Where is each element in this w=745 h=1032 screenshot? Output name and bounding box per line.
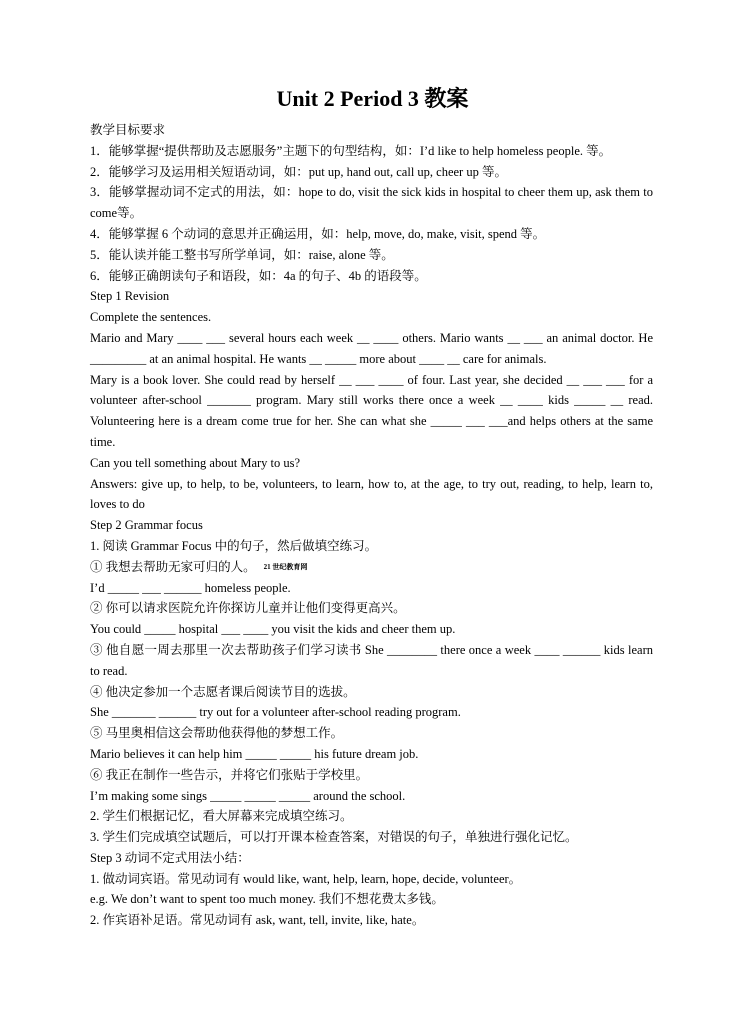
cloze-paragraph: Mary is a book lover. She could read by herself __ ___ ____ of four. Last year, she decided __ ___ ___ for a volunteer after-school _______ program. Mary still works there once a week __ ____ kids _____ __ read. Volunteering here is a dream come true for her. She can what she _____ ___ ___and helps others at the same time. xyxy=(90,372,653,449)
exercise-prompt: ④ 他决定参加一个志愿者课后阅读节目的选拔。 xyxy=(90,684,356,699)
instruction: 2. 学生们根据记忆，看大屏幕来完成填空练习。 xyxy=(90,809,353,824)
exercise-blank: She _______ ______ try out for a volunteer after-school reading program. xyxy=(90,705,461,720)
instruction: 1. 阅读 Grammar Focus 中的句子，然后做填空练习。 xyxy=(90,538,378,553)
objective-item: 5．能认读并能工整书写所学单词，如：raise, alone 等。 xyxy=(90,247,394,262)
question: Can you tell something about Mary to us? xyxy=(90,455,301,470)
objective-item: 6．能够正确朗读句子和语段，如：4a 的句子、4b 的语段等。 xyxy=(90,268,427,283)
grammar-rule: 2. 作宾语补足语。常见动词有 ask, want, tell, invite, like, hate。 xyxy=(90,913,425,928)
exercise-prompt: ② 你可以请求医院允许你探访儿童并让他们变得更高兴。 xyxy=(90,601,406,616)
objective-item: 4．能够掌握 6 个动词的意思并正确运用，如：help, move, do, make, visit, spend 等。 xyxy=(90,226,546,241)
page-title: Unit 2 Period 3 教案 xyxy=(276,86,469,111)
exercise-prompt xyxy=(90,557,653,578)
objective-item: 2．能够学习及运用相关短语动词，如：put up, hand out, call up, cheer up 等。 xyxy=(90,164,507,179)
objective-item: 3．能够掌握动词不定式的用法，如：hope to do, visit the sick kids in hospital to cheer them up, ask them to come等。 xyxy=(90,185,653,221)
example-sentence: e.g. We don’t want to spent too much money. 我们不想花费太多钱。 xyxy=(90,892,444,907)
exercise-prompt: ⑤ 马里奥相信这会帮助他获得他的梦想工作。 xyxy=(90,726,344,741)
answers: Answers: give up, to help, to be, volunteers, to learn, how to, at the age, to try out, reading, to help, learn to, loves to do xyxy=(90,476,653,512)
watermark: 21 世纪教育网 xyxy=(263,562,308,571)
step-heading: Step 3 动词不定式用法小结： xyxy=(90,850,250,865)
exercise-prompt: ③ 他自愿一周去那里一次去帮助孩子们学习读书 She ________ there once a week ____ ______ kids learn to read. xyxy=(90,642,653,678)
step-heading: Step 1 Revision xyxy=(90,289,170,304)
grammar-rule: 1. 做动词宾语。常见动词有 would like, want, help, learn, hope, decide, volunteer。 xyxy=(90,871,522,886)
exercise-blank: I’m making some sings _____ _____ _____ around the school. xyxy=(90,788,406,803)
document-body xyxy=(90,120,653,931)
instruction: 3. 学生们完成填空试题后，可以打开课本检查答案，对错误的句子，单独进行强化记忆。 xyxy=(90,830,578,845)
section-heading: 教学目标要求 xyxy=(90,123,166,137)
exercise-blank: Mario believes it can help him _____ _____ his future dream job. xyxy=(90,746,419,761)
exercise-prompt: ⑥ 我正在制作一些告示，并将它们张贴于学校里。 xyxy=(90,767,369,782)
step-heading: Step 2 Grammar focus xyxy=(90,518,203,533)
objective-item: 1．能够掌握“提供帮助及志愿服务”主题下的句型结构，如：I’d like to help homeless people. 等。 xyxy=(90,143,612,158)
exercise-blank: I’d _____ ___ ______ homeless people. xyxy=(90,580,291,595)
cloze-paragraph: Mario and Mary ____ ___ several hours each week __ ____ others. Mario wants __ ___ an animal doctor. He _________ at an animal hospital. He wants __ _____ more about ____ __ care for animals. xyxy=(90,330,653,366)
exercise-blank: You could _____ hospital ___ ____ you visit the kids and cheer them up. xyxy=(90,622,456,637)
instruction: Complete the sentences. xyxy=(90,310,212,325)
exercise-prompt-text: ① 我想去帮助无家可归的人。 xyxy=(90,559,256,574)
